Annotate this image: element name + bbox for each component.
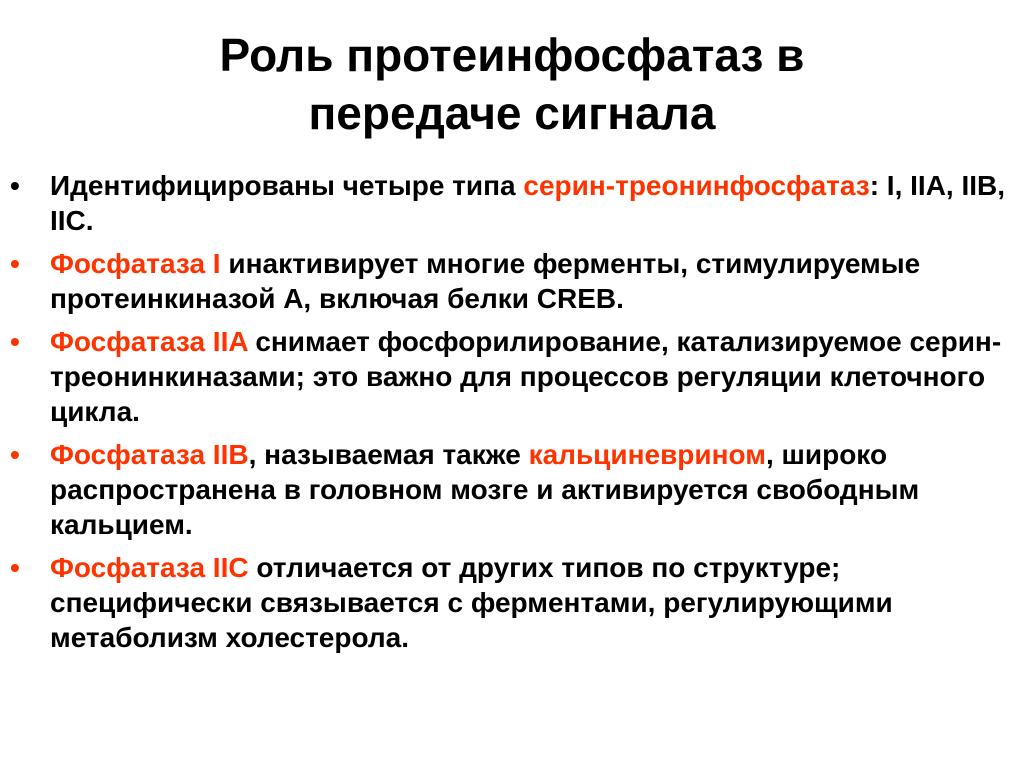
bullet-4-highlight: Фосфатаза IIB (50, 439, 249, 470)
slide-title (0, 26, 1024, 142)
bullet-1-text-b: : I, IIA, IIB, IIC. (50, 170, 1006, 236)
bullet-item-phosphatase-iia (10, 324, 1016, 429)
bullet-3-highlight: Фосфатаза IIA (50, 326, 248, 357)
bullet-4-text-a: , называемая также (248, 439, 529, 470)
bullet-5-highlight: Фосфатаза IIC (50, 552, 249, 583)
bullet-2-highlight: Фосфатаза I (50, 248, 221, 279)
bullet-item-types (10, 168, 1016, 238)
bullet-list (10, 168, 1016, 663)
bullet-2-text: инактивирует многие ферменты, стимулируемые протеинкиназой А, включая белки CREB. (50, 248, 921, 314)
bullet-item-phosphatase-iib (10, 437, 1016, 542)
bullet-4-text-b: , широко распространена в головном мозге и активируется свободным кальцием. (50, 439, 920, 540)
title-line-1: Роль протеинфосфатаз в (219, 29, 805, 81)
bullet-item-phosphatase-i (10, 246, 1016, 316)
bullet-1-highlight: серин-треонинфосфатаз (523, 170, 870, 201)
title-line-2: передаче сигнала (308, 87, 716, 139)
bullet-3-text: снимает фосфорилирование, катализируемое серин-треонинкиназами; это важно для процессов регуляции клеточного цикла. (50, 326, 1002, 427)
bullet-4-highlight-calcineurin: кальциневрином (528, 439, 766, 470)
bullet-5-text: отличается от других типов по структуре; специфически связывается с ферментами, регулирующими метаболизм холестерола. (50, 552, 893, 653)
bullet-item-phosphatase-iic (10, 550, 1016, 655)
bullet-1-text-a: Идентифицированы четыре типа (50, 170, 524, 201)
